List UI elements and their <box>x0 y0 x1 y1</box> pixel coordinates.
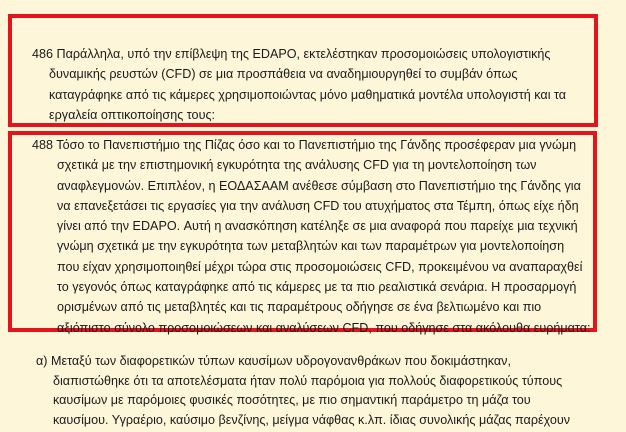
list-item-line: καυσίμων με παρόμοιες φυσικές ποσότητες, με πιο σημαντική παράμετρο τη μάζα του <box>53 393 531 407</box>
paragraph-488 <box>32 135 591 338</box>
list-item-text: Μεταξύ των διαφορετικών τύπων καυσίμων υδρογονανθράκων που δοκιμάστηκαν, <box>50 354 511 368</box>
paragraph-line <box>32 44 566 64</box>
paragraph-line: αναφλεγμονών. Επιπλέον, η ΕΟΔΑΣΑΑΜ ανέθεσε σύμβαση στο Πανεπιστήμιο της Γάνδης για <box>57 178 581 193</box>
list-marker: α) <box>36 354 48 368</box>
paragraph-line: εργαλεία οπτικοποίησης τους: <box>49 107 216 122</box>
finding-a <box>36 352 570 430</box>
paragraph-line: αξιόπιστο σύνολο προσομοιώσεων και αναλύσεων CFD, που οδήγησε στα ακόλουθα ευρήματα: <box>57 320 591 335</box>
paragraph-line: δυναμικής ρευστών (CFD) σε μια προσπάθεια να αναδημιουργηθεί το συμβάν όπως <box>49 67 518 82</box>
paragraph-text: Παράλληλα, υπό την επίβλεψη της EDAPO, εκτελέστηκαν προσομοιώσεις υπολογιστικής <box>56 47 551 61</box>
paragraph-line: γνώμη σχετικά με την εγκυρότητα των μεταβλητών και των παραμέτρων για μοντελοποίηση <box>57 239 565 254</box>
paragraph-number: 486 <box>32 47 54 61</box>
list-item-line: διαπιστώθηκε ότι τα αποτελέσματα ήταν πολύ παρόμοια για πολλούς διαφορετικούς τύπους <box>53 373 563 388</box>
paragraph-line: σχετικά με την επιστημονική εγκυρότητα της ανάλυσης CFD για τη μοντελοποίηση των <box>57 158 537 173</box>
paragraph-number: 488 <box>32 138 54 152</box>
paragraph-line: γίνει από την EDAPO. Αυτή η ανασκόπηση κατέληξε σε μια αναφορά που παρείχε μια τεχνική <box>57 219 578 234</box>
paragraph-line <box>32 135 591 155</box>
paragraph-line: καταγράφηκε από τις κάμερες χρησιμοποιώντας μόνο μαθηματικά μοντέλα υπολογιστή και τα <box>49 87 567 102</box>
paragraph-line: το γεγονός όπως καταγράφηκε από τις κάμερες με τα πιο ρεαλιστικά σενάρια. Η προσαρμογή <box>57 280 577 295</box>
paragraph-line: που είχαν χρησιμοποιηθεί μέχρι τώρα στις προσομοιώσεις CFD, προκειμένου να αναπαραχθεί <box>57 259 583 274</box>
paragraph-line: να επανεξετάσει τις εργασίες για την ανάλυση CFD του ατυχήματος στα Τέμπη, όπως είχε ήδη <box>57 198 579 213</box>
paragraph-486 <box>32 44 566 125</box>
paragraph-text: Τόσο το Πανεπιστήμιο της Πίζας όσο και το Πανεπιστήμιο της Γάνδης προσέφεραν μια γνώμη <box>56 138 577 152</box>
paragraph-line: ορισμένων από τις μεταβλητές και τις παραμέτρους οδήγησε σε ένα βελτιωμένο και πιο <box>57 300 542 315</box>
list-item-line <box>36 352 570 372</box>
list-item-line: καυσίμου. Υγραέριο, καύσιμο βενζίνης, μείγμα νάφθας κ.λπ. ίδιας συνολικής μάζας παρέχουν <box>53 412 571 427</box>
